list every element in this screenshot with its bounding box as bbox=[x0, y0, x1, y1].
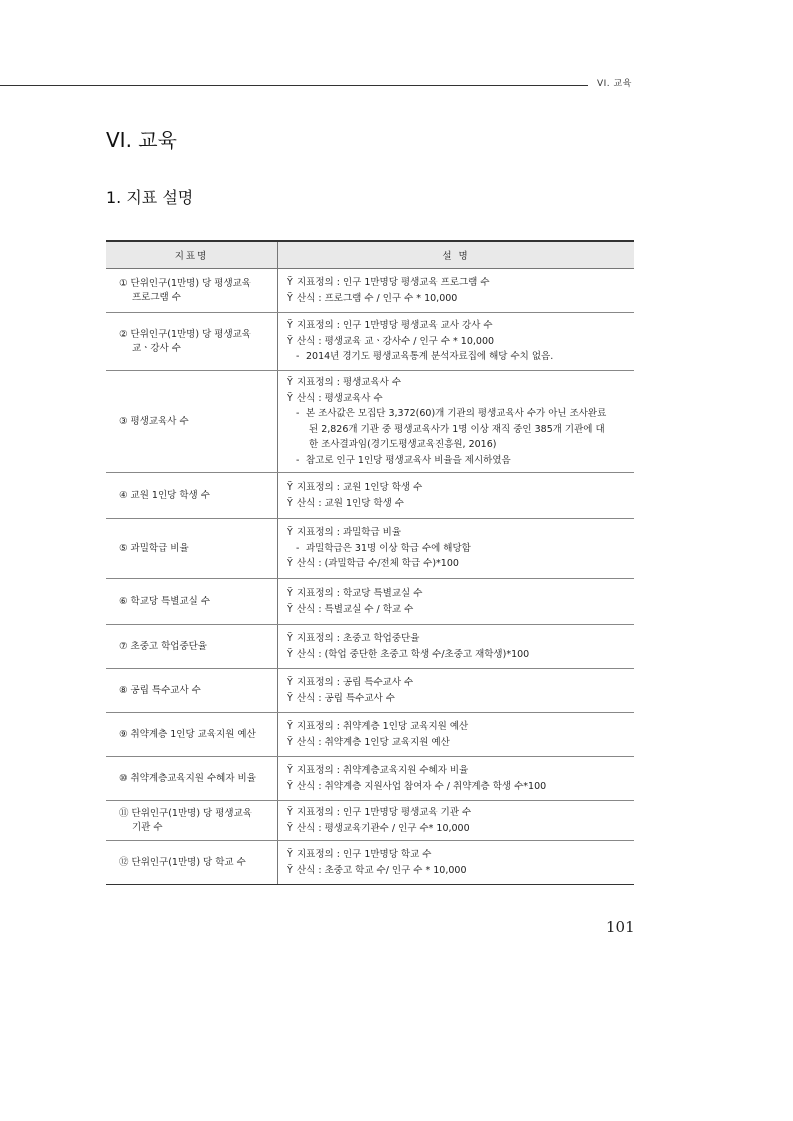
description-line bbox=[287, 291, 626, 307]
header-rule bbox=[0, 85, 588, 86]
bullet-icon: Ÿ bbox=[287, 864, 293, 876]
description-text: 지표정의 : 공립 특수교사 수 bbox=[297, 677, 414, 688]
table-header-row bbox=[106, 241, 634, 269]
description-text: 산식 : 취약계층 지원사업 참여자 수 / 취약계층 학생 수*100 bbox=[297, 780, 547, 792]
table-row bbox=[106, 519, 634, 579]
bullet-icon: Ÿ bbox=[287, 335, 293, 347]
indicator-name-line: ⑦ 초중고 학업중단율 bbox=[119, 640, 207, 652]
bullet-icon: - bbox=[296, 542, 300, 554]
description-line bbox=[287, 691, 626, 707]
indicator-description-cell bbox=[278, 757, 635, 801]
indicator-name-line: ⑥ 학교당 특별교실 수 bbox=[119, 595, 210, 607]
indicator-name-line: ⑨ 취약계층 1인당 교육지원 예산 bbox=[119, 728, 256, 740]
indicator-table bbox=[106, 240, 634, 885]
bullet-icon: Ÿ bbox=[287, 692, 293, 704]
description-text: 산식 : 특별교실 수 / 학교 수 bbox=[297, 603, 414, 615]
description-text: 산식 : 교원 1인당 학생 수 bbox=[297, 497, 404, 509]
indicator-name-line: 기관 수 bbox=[132, 821, 163, 833]
description-line bbox=[287, 719, 626, 735]
table-row bbox=[106, 625, 634, 669]
indicator-name-cell bbox=[106, 713, 278, 757]
description-line bbox=[287, 437, 626, 453]
bullet-icon: Ÿ bbox=[287, 377, 293, 388]
indicator-description-cell bbox=[278, 841, 635, 885]
indicator-name-cell bbox=[106, 519, 278, 579]
description-line bbox=[287, 631, 626, 647]
indicator-description-cell bbox=[278, 269, 635, 313]
table-row bbox=[106, 801, 634, 841]
indicator-name-line: 프로그램 수 bbox=[132, 291, 181, 303]
table-row bbox=[106, 713, 634, 757]
bullet-icon: - bbox=[296, 408, 300, 419]
table-row bbox=[106, 313, 634, 371]
description-line bbox=[287, 480, 626, 496]
bullet-icon: Ÿ bbox=[287, 677, 293, 688]
indicator-name-cell bbox=[106, 269, 278, 313]
table-row bbox=[106, 473, 634, 519]
description-text: 한 조사결과임(경기도평생교육진흥원, 2016) bbox=[309, 439, 497, 450]
bullet-icon: Ÿ bbox=[287, 497, 293, 509]
description-text: 지표정의 : 학교당 특별교실 수 bbox=[297, 588, 423, 599]
indicator-name-cell bbox=[106, 313, 278, 371]
description-line bbox=[287, 647, 626, 663]
indicator-name-line: ① 단위인구(1만명) 당 평생교육 bbox=[119, 277, 251, 289]
column-header-indicator: 지표명 bbox=[106, 241, 278, 269]
table-row bbox=[106, 841, 634, 885]
bullet-icon: Ÿ bbox=[287, 849, 293, 860]
description-text: 지표정의 : 교원 1인당 학생 수 bbox=[297, 482, 423, 493]
description-line bbox=[287, 735, 626, 751]
description-line bbox=[287, 318, 626, 334]
indicator-name-line: ④ 교원 1인당 학생 수 bbox=[119, 489, 210, 501]
table-row bbox=[106, 269, 634, 313]
indicator-name-cell bbox=[106, 579, 278, 625]
indicator-name-line: ⑩ 취약계층교육지원 수혜자 비율 bbox=[119, 772, 256, 784]
description-line bbox=[287, 779, 626, 795]
description-text: 지표정의 : 취약계층교육지원 수혜자 비율 bbox=[297, 765, 469, 776]
indicator-description-cell bbox=[278, 713, 635, 757]
table-row bbox=[106, 669, 634, 713]
indicator-description-cell bbox=[278, 625, 635, 669]
description-line bbox=[287, 586, 626, 602]
indicator-name-cell bbox=[106, 801, 278, 841]
running-header: VI. 교육 bbox=[597, 79, 632, 89]
indicator-description-cell bbox=[278, 371, 635, 473]
bullet-icon: Ÿ bbox=[287, 392, 293, 404]
description-text: 지표정의 : 인구 1만명당 평생교육 기관 수 bbox=[297, 807, 472, 818]
bullet-icon: Ÿ bbox=[287, 721, 293, 732]
bullet-icon: - bbox=[296, 351, 300, 363]
indicator-name-cell bbox=[106, 371, 278, 473]
description-text: 본 조사값은 모집단 3,372(60)개 기관의 평생교육사 수가 아닌 조사완료 bbox=[306, 408, 607, 419]
description-line bbox=[287, 556, 626, 572]
indicator-name-cell bbox=[106, 625, 278, 669]
description-line bbox=[287, 805, 626, 821]
description-line bbox=[287, 847, 626, 863]
indicator-name-line: ③ 평생교육사 수 bbox=[119, 415, 189, 427]
indicator-table-wrapper bbox=[106, 240, 634, 885]
description-text: 지표정의 : 취약계층 1인당 교육지원 예산 bbox=[297, 721, 469, 732]
description-line bbox=[287, 406, 626, 422]
bullet-icon: Ÿ bbox=[287, 527, 293, 539]
description-text: 산식 : 평생교육 교ㆍ강사수 / 인구 수 * 10,000 bbox=[297, 335, 495, 347]
description-line bbox=[287, 763, 626, 779]
description-text: 과밀학급은 31명 이상 학급 수에 해당함 bbox=[306, 542, 471, 554]
description-text: 산식 : 공립 특수교사 수 bbox=[297, 692, 395, 704]
page-number: 101 bbox=[606, 918, 635, 936]
description-text: 지표정의 : 과밀학급 비율 bbox=[297, 527, 402, 539]
bullet-icon: Ÿ bbox=[287, 277, 293, 288]
description-line bbox=[287, 863, 626, 879]
indicator-name-line: ⑪ 단위인구(1만명) 당 평생교육 bbox=[119, 807, 252, 819]
description-text: 된 2,826개 기관 중 평생교육사가 1명 이상 재직 중인 385개 기관에 대 bbox=[309, 423, 605, 435]
description-text: 지표정의 : 평생교육사 수 bbox=[297, 377, 402, 388]
description-text: 지표정의 : 초중고 학업중단율 bbox=[297, 633, 420, 644]
indicator-name-cell bbox=[106, 473, 278, 519]
description-line bbox=[287, 525, 626, 541]
bullet-icon: Ÿ bbox=[287, 736, 293, 748]
indicator-name-cell bbox=[106, 757, 278, 801]
description-line bbox=[287, 821, 626, 837]
description-text: 지표정의 : 인구 1만명당 학교 수 bbox=[297, 849, 432, 860]
table-row bbox=[106, 757, 634, 801]
description-line bbox=[287, 334, 626, 350]
description-line bbox=[287, 453, 626, 469]
bullet-icon: Ÿ bbox=[287, 558, 293, 570]
table-row bbox=[106, 579, 634, 625]
indicator-description-cell bbox=[278, 669, 635, 713]
column-header-description: 설 명 bbox=[278, 241, 635, 269]
description-line bbox=[287, 391, 626, 407]
bullet-icon: Ÿ bbox=[287, 780, 293, 792]
bullet-icon: Ÿ bbox=[287, 807, 293, 818]
description-line bbox=[287, 375, 626, 391]
indicator-name-line: 교ㆍ강사 수 bbox=[132, 342, 181, 354]
description-text: 산식 : 평생교육기관수 / 인구 수* 10,000 bbox=[297, 822, 470, 834]
bullet-icon: Ÿ bbox=[287, 765, 293, 776]
indicator-description-cell bbox=[278, 473, 635, 519]
section-title: 1. 지표 설명 bbox=[106, 188, 194, 207]
description-text: 2014년 경기도 평생교육통계 분석자료집에 해당 수치 없음. bbox=[306, 351, 554, 363]
indicator-description-cell bbox=[278, 801, 635, 841]
chapter-title: VI. 교육 bbox=[106, 128, 177, 152]
description-line bbox=[287, 496, 626, 512]
indicator-name-cell bbox=[106, 669, 278, 713]
bullet-icon: Ÿ bbox=[287, 822, 293, 834]
description-line bbox=[287, 422, 626, 438]
indicator-name-line: ⑧ 공립 특수교사 수 bbox=[119, 684, 201, 696]
indicator-description-cell bbox=[278, 579, 635, 625]
description-text: 산식 : 취약계층 1인당 교육지원 예산 bbox=[297, 736, 450, 748]
description-text: 참고로 인구 1인당 평생교육사 비율을 제시하였음 bbox=[306, 454, 511, 466]
description-text: 산식 : (학업 중단한 초중고 학생 수/초중고 재학생)*100 bbox=[297, 648, 530, 660]
indicator-name-line: ⑤ 과밀학급 비율 bbox=[119, 542, 189, 554]
description-text: 산식 : 평생교육사 수 bbox=[297, 392, 383, 404]
indicator-description-cell bbox=[278, 519, 635, 579]
bullet-icon: Ÿ bbox=[287, 648, 293, 660]
description-text: 산식 : 프로그램 수 / 인구 수 * 10,000 bbox=[297, 292, 458, 304]
description-text: 산식 : 초중고 학교 수/ 인구 수 * 10,000 bbox=[297, 864, 467, 876]
bullet-icon: Ÿ bbox=[287, 482, 293, 493]
description-line bbox=[287, 349, 626, 365]
description-line bbox=[287, 602, 626, 618]
description-line bbox=[287, 675, 626, 691]
bullet-icon: Ÿ bbox=[287, 320, 293, 332]
indicator-description-cell bbox=[278, 313, 635, 371]
indicator-name-line: ② 단위인구(1만명) 당 평생교육 bbox=[119, 328, 251, 340]
indicator-name-cell bbox=[106, 841, 278, 885]
bullet-icon: Ÿ bbox=[287, 588, 293, 599]
table-row bbox=[106, 371, 634, 473]
bullet-icon: Ÿ bbox=[287, 292, 293, 304]
bullet-icon: - bbox=[296, 454, 300, 466]
description-text: 지표정의 : 인구 1만명당 평생교육 프로그램 수 bbox=[297, 277, 490, 288]
indicator-name-line: ⑫ 단위인구(1만명) 당 학교 수 bbox=[119, 856, 246, 868]
description-line bbox=[287, 275, 626, 291]
bullet-icon: Ÿ bbox=[287, 603, 293, 615]
description-line bbox=[287, 541, 626, 557]
description-text: 산식 : (과밀학급 수/전체 학급 수)*100 bbox=[297, 558, 459, 570]
bullet-icon: Ÿ bbox=[287, 633, 293, 644]
description-text: 지표정의 : 인구 1만명당 평생교육 교사 강사 수 bbox=[297, 320, 493, 332]
